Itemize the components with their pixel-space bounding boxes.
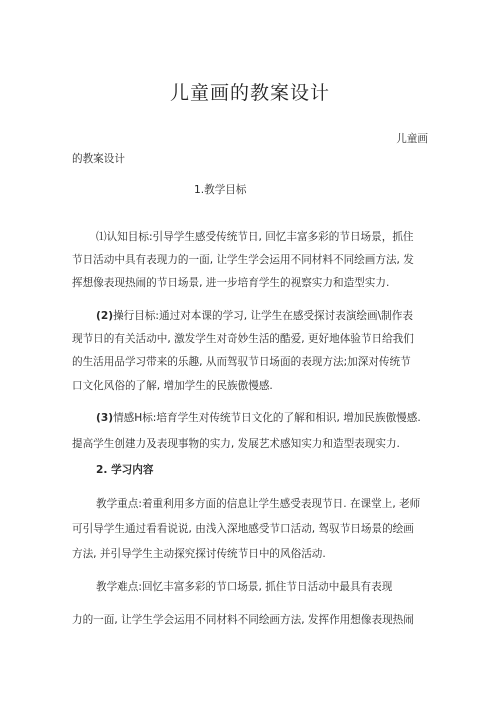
item-number: (2)	[96, 310, 114, 322]
paragraph-line: 力的一面, 让学生学会运用不同材料不同绘画方法, 发挥作用想像表现热闹	[72, 614, 414, 626]
paragraph-line: 的生活用品学习带来的乐趣, 从而驾驭节日场面的表现方法;加深对传统节	[72, 356, 411, 368]
paragraph-line: 可引导学生通过看看说说, 由浅入深地感受节口活动, 驾驭节日场景的绘画	[72, 523, 414, 535]
item-text: 操行目标:通过对本课的学习, 让学生在感受探讨表演绘画\制作表	[113, 310, 413, 322]
section-heading-teaching-goals: 1.教学目标	[194, 184, 247, 196]
document-title: 儿童画的教案设计	[169, 82, 330, 104]
item-number: (3)	[96, 412, 114, 424]
item-text: 情感H标:培育学生对传统节日文化的了解和相识, 增加民族傲慢感.	[113, 412, 421, 424]
subtitle-line-2: 的教案设计	[72, 153, 125, 165]
paragraph-line: 方法, 并引导学生主动探究探讨传统节日中的风俗活动.	[72, 548, 326, 560]
paragraph-line: 口文化风俗的了解, 增加学生的民族傲慢感.	[72, 380, 273, 392]
subtitle-line-1: 儿童画	[396, 133, 428, 145]
paragraph-line: 教学重点:着重利用多方面的信息让学生感受表现节日. 在课堂上, 老师	[96, 498, 421, 510]
paragraph-line: ⑴认知目标:引导学生感受传统节日, 回忆丰富多彩的节日场景，抓住	[96, 231, 414, 243]
paragraph-line: 现节日的有关活动中, 激发学生对奇妙生活的酷爱, 更好地体验节日给我们	[72, 333, 414, 345]
section-heading-learning-content: 2. 学习内容	[96, 464, 154, 476]
paragraph-line: 提高学生创建力及表现事物的实力, 发展艺术感知实力和造型表现实力.	[72, 438, 400, 450]
paragraph-line	[96, 411, 421, 425]
paragraph-line: 教学难点:回忆丰富多彩的节口场景, 抓住节日活动中最具有表现	[96, 581, 393, 593]
paragraph-line: 节日活动中具有表现力的一面, 让学生学会运用不同材料不同绘画方法, 发	[72, 254, 414, 266]
paragraph-line	[96, 309, 413, 323]
paragraph-line: 挥想像表现热闹的节日场景, 进一步培育学生的视察实力和造型实力.	[72, 277, 390, 289]
